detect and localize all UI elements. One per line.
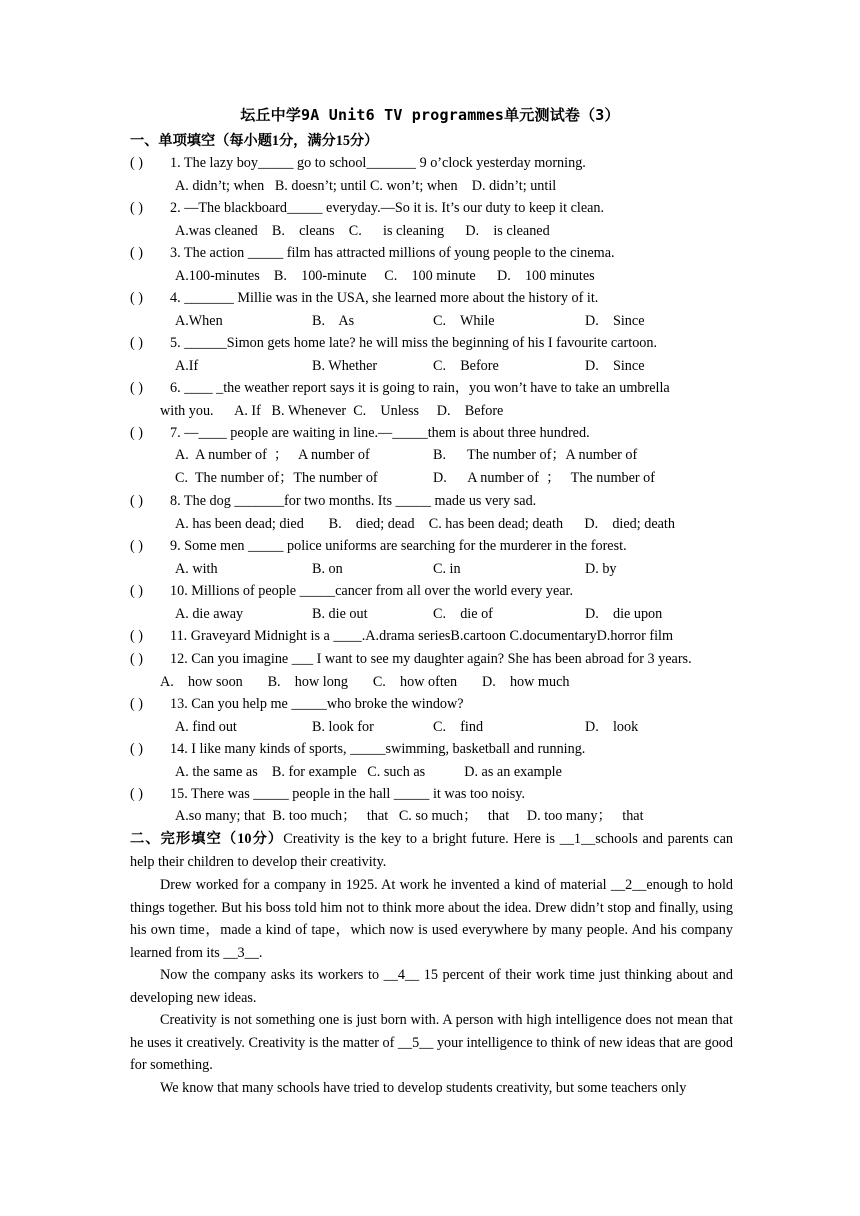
options-2: A.was cleaned B. cleans C. is cleaning D. is cleaned bbox=[175, 223, 550, 239]
option-9b: B. on bbox=[312, 561, 343, 577]
question-1: ( ) 1. The lazy boy_____ go to school_______ 9 o’clock yesterday morning. bbox=[130, 155, 586, 171]
answer-blank[interactable]: ( ) bbox=[130, 425, 143, 441]
question-6-continued: with you. A. If B. Whenever C. Unless D. Before bbox=[160, 403, 504, 419]
cloze-paragraph-3: Creativity is not something one is just born with. A person with high intelligence does not mean that he uses it creatively. Creativity is the matter of __5__ your intelligence to think of new ideas that are good for something. bbox=[130, 1012, 733, 1074]
cloze-paragraph-1: Drew worked for a company in 1925. At work he invented a kind of material __2__enough to hold things together. But his boss told him not to think more about the idea. Drew didn’t stop and finally, using his own time，made a kind of tape，which now is used everywhere by many people. And his company learned from its __3__. bbox=[130, 877, 733, 961]
option-4a: A.When bbox=[175, 313, 223, 329]
option-4d: D. Since bbox=[585, 313, 645, 329]
answer-blank[interactable]: ( ) bbox=[130, 335, 143, 351]
section-heading-1: 一、单项填空（每小题1分，满分15分） bbox=[130, 133, 379, 149]
option-13a: A. find out bbox=[175, 719, 237, 735]
option-10b: B. die out bbox=[312, 606, 368, 622]
question-12: ( ) 12. Can you imagine ___ I want to see my daughter again? She has been abroad for 3 years. bbox=[130, 651, 692, 667]
question-7: ( ) 7. —____ people are waiting in line.—_____them is about three hundred. bbox=[130, 425, 590, 441]
question-2: ( ) 2. —The blackboard_____ everyday.—So it is. It’s our duty to keep it clean. bbox=[130, 200, 605, 216]
options-15: A.so many; that B. too much； that C. so much； that D. too many； that bbox=[175, 808, 644, 824]
option-7d: D. A number of ； The number of bbox=[433, 470, 655, 486]
option-4b: B. As bbox=[312, 313, 355, 329]
cloze-intro: 二、完形填空（10分）Creativity is the key to a bright future. Here is __1__schools and parents can help their children to develop their creativity. bbox=[130, 831, 733, 870]
answer-blank[interactable]: ( ) bbox=[130, 155, 143, 171]
option-10d: D. die upon bbox=[585, 606, 663, 622]
question-4: ( ) 4. _______ Millie was in the USA, she learned more about the history of it. bbox=[130, 290, 599, 306]
option-7a: A. A number of ； A number of bbox=[175, 447, 370, 463]
option-5a: A.If bbox=[175, 358, 199, 374]
question-5: ( ) 5. ______Simon gets home late? he will miss the beginning of his I favourite cartoon. bbox=[130, 335, 658, 351]
question-12-options: A. how soon B. how long C. how often D. how much bbox=[160, 674, 570, 690]
cloze-paragraph-4: We know that many schools have tried to develop students creativity, but some teachers only bbox=[160, 1080, 687, 1096]
answer-blank[interactable]: ( ) bbox=[130, 290, 143, 306]
page-title: 坛丘中学9A Unit6 TV programmes单元测试卷（3） bbox=[240, 106, 620, 124]
options-8: A. has been dead; died B. died; dead C. has been dead; death D. died; death bbox=[175, 516, 675, 532]
answer-blank[interactable]: ( ) bbox=[130, 200, 143, 216]
option-5b: B. Whether bbox=[312, 358, 378, 374]
question-15: ( ) 15. There was _____ people in the hall _____ it was too noisy. bbox=[130, 786, 526, 802]
answer-blank[interactable]: ( ) bbox=[130, 786, 143, 802]
options-1: A. didn’t; when B. doesn’t; until C. won’t; when D. didn’t; until bbox=[175, 178, 557, 194]
option-9a: A. with bbox=[175, 561, 218, 577]
option-13c: C. find bbox=[433, 719, 484, 735]
options-14: A. the same as B. for example C. such as D. as an example bbox=[175, 764, 562, 780]
answer-blank[interactable]: ( ) bbox=[130, 696, 143, 712]
option-9d: D. by bbox=[585, 561, 617, 577]
option-9c: C. in bbox=[433, 561, 461, 577]
options-3: A.100-minutes B. 100-minute C. 100 minute D. 100 minutes bbox=[175, 268, 595, 284]
question-14: ( ) 14. I like many kinds of sports, _____swimming, basketball and running. bbox=[130, 741, 586, 757]
answer-blank[interactable]: ( ) bbox=[130, 583, 143, 599]
question-13: ( ) 13. Can you help me _____who broke the window? bbox=[130, 696, 464, 712]
option-7c: C. The number of；The number of bbox=[175, 470, 378, 486]
question-3: ( ) 3. The action _____ film has attracted millions of young people to the cinema. bbox=[130, 245, 615, 261]
option-4c: C. While bbox=[433, 313, 495, 329]
option-7b: B. The number of；A number of bbox=[433, 447, 638, 463]
option-10c: C. die of bbox=[433, 606, 493, 622]
option-13b: B. look for bbox=[312, 719, 374, 735]
answer-blank[interactable]: ( ) bbox=[130, 628, 143, 644]
answer-blank[interactable]: ( ) bbox=[130, 651, 143, 667]
question-10: ( ) 10. Millions of people _____cancer from all over the world every year. bbox=[130, 583, 574, 599]
cloze-paragraph-2: Now the company asks its workers to __4__ 15 percent of their work time just thinking about and developing new ideas. bbox=[130, 967, 733, 1006]
question-11: ( ) 11. Graveyard Midnight is a ____.A.drama seriesB.cartoon C.documentaryD.horror film bbox=[130, 628, 674, 644]
answer-blank[interactable]: ( ) bbox=[130, 741, 143, 757]
option-10a: A. die away bbox=[175, 606, 244, 622]
answer-blank[interactable]: ( ) bbox=[130, 245, 143, 261]
option-5c: C. Before bbox=[433, 358, 499, 374]
section-heading-2: 二、完形填空（10分） bbox=[130, 831, 284, 847]
option-5d: D. Since bbox=[585, 358, 645, 374]
question-8: ( ) 8. The dog _______for two months. Its _____ made us very sad. bbox=[130, 493, 537, 509]
question-6: ( ) 6. ____ _the weather report says it is going to rain，you won’t have to take an umbrella bbox=[130, 380, 670, 396]
answer-blank[interactable]: ( ) bbox=[130, 538, 143, 554]
option-13d: D. look bbox=[585, 719, 639, 735]
answer-blank[interactable]: ( ) bbox=[130, 493, 143, 509]
question-9: ( ) 9. Some men _____ police uniforms are searching for the murderer in the forest. bbox=[130, 538, 627, 554]
answer-blank[interactable]: ( ) bbox=[130, 380, 143, 396]
